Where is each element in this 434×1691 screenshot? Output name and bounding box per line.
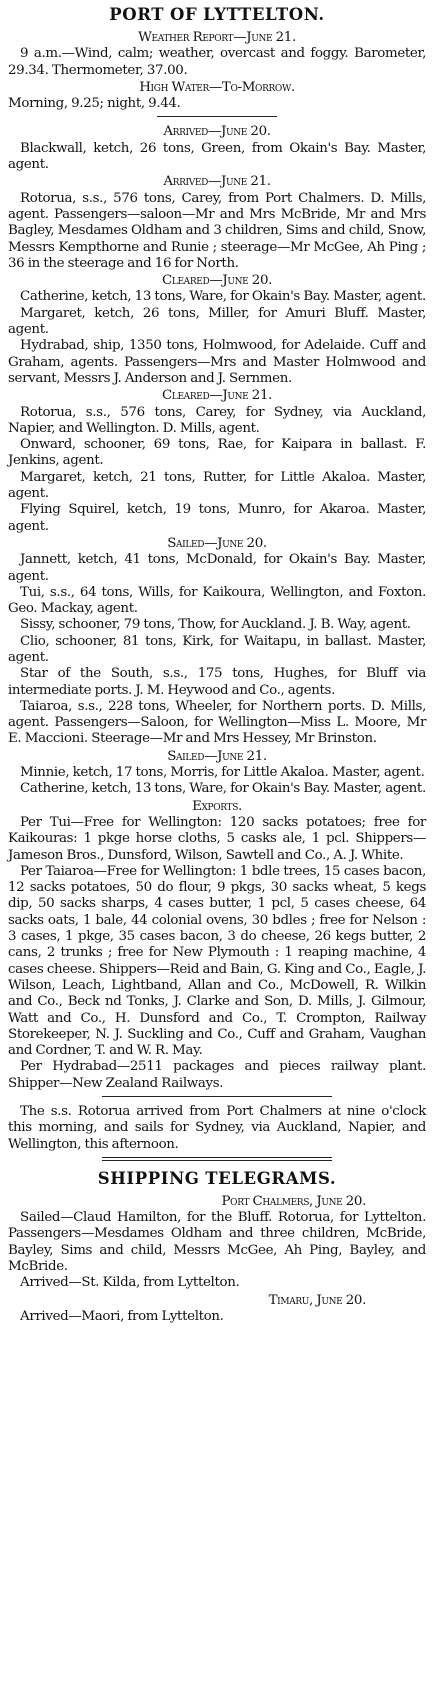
sailed-entry: Clio, schooner, 81 tons, Kirk, for Waitapu, in ballast. Master, agent. [8, 633, 426, 665]
cleared-entry: Margaret, ketch, 26 tons, Miller, for Amuri Bluff. Master, agent. [8, 305, 426, 338]
cleared-entry: Margaret, ketch, 21 tons, Rutter, for Little Akaloa. Master, agent. [8, 469, 426, 502]
sailed-entry: Sissy, schooner, 79 tons, Thow, for Auckland. J. B. Way, agent. [20, 617, 411, 633]
arrived-entry: Blackwall, ketch, 26 tons, Green, from Okain's Bay. Master, agent. [8, 140, 426, 173]
export-entry: Per Tui—Free for Wellington: 120 sacks potatoes; free for Kaikouras: 1 pkge horse cloths, 5 casks ale, 1 pcl. Shippers—Jameson Bros., Dunsford, Wilson, Sawtell and Co., A. J. White. [8, 814, 426, 863]
port-chalmers-heading: Port Chalmers, June 20. [221, 1193, 366, 1209]
exports-heading: Exports. [192, 798, 242, 814]
telegram-entry: Arrived—Maori, from Lyttelton. [20, 1308, 224, 1324]
section-divider [102, 1157, 332, 1161]
telegrams-title: SHIPPING TELEGRAMS. [97, 1168, 337, 1188]
section-divider [157, 116, 277, 117]
arrived-june-21-heading: Arrived—June 21. [163, 174, 271, 190]
page-title: PORT OF LYTTELTON. [109, 5, 325, 24]
section-divider [102, 1096, 332, 1097]
cleared-entry: Onward, schooner, 69 tons, Rae, for Kaipara in ballast. F. Jenkins, agent. [8, 437, 426, 469]
telegram-entry: Sailed—Claud Hamilton, for the Bluff. Rotorua, for Lyttelton. Passengers—Mesdames Oldham and three children, McBride, Bayley, Sims and child, Messrs McGee, Ah Ping, Bayley, and McBride. [8, 1210, 426, 1275]
cleared-june-21-heading: Cleared—June 21. [161, 388, 273, 404]
telegram-entry: Arrived—St. Kilda, from Lyttelton. [20, 1275, 240, 1291]
export-entry: Per Hydrabad—2511 packages and pieces railway plant. Shipper—New Zealand Railways. [8, 1059, 426, 1091]
sailed-entry: Star of the South, s.s., 175 tons, Hughes, for Bluff via intermediate ports. J. M. Heywood and Co., agents. [8, 666, 426, 698]
sailed-june-20-heading: Sailed—June 20. [167, 535, 267, 551]
cleared-entry: Rotorua, s.s., 576 tons, Carey, for Sydney, via Auckland, Napier, and Wellington. D. Mills, agent. [8, 404, 426, 436]
cleared-entry: Catherine, ketch, 13 tons, Ware, for Okain's Bay. Master, agent. [20, 289, 426, 305]
weather-report-text: 9 a.m.—Wind, calm; weather, overcast and foggy. Barometer, 29.34. Thermometer, 37.00. [8, 46, 426, 78]
rotorua-notice: The s.s. Rotorua arrived from Port Chalmers at nine o'clock this morning, and sails for Sydney, via Auckland, Napier, and Wellington, this afternoon. [8, 1104, 426, 1152]
high-water-text: Morning, 9.25; night, 9.44. [8, 96, 181, 112]
cleared-june-20-heading: Cleared—June 20. [161, 273, 273, 289]
sailed-entry: Taiaroa, s.s., 228 tons, Wheeler, for Northern ports. D. Mills, agent. Passengers—Saloon, for Wellington—Miss L. Moore, Mr E. Maccioni. Steerage—Mr and Mrs Hessey, Mr Brinston. [8, 698, 426, 747]
high-water-heading: High Water—To-Morrow. [139, 79, 295, 95]
sailed-entry: Catherine, ketch, 13 tons, Ware, for Okain's Bay. Master, agent. [20, 781, 426, 797]
sailed-entry: Jannett, ketch, 41 tons, McDonald, for Okain's Bay. Master, agent. [8, 552, 426, 584]
sailed-entry: Tui, s.s., 64 tons, Wills, for Kaikoura, Wellington, and Foxton. Geo. Mackay, agent. [8, 584, 426, 617]
arrived-june-20-heading: Arrived—June 20. [163, 124, 271, 140]
cleared-entry: Flying Squirel, ketch, 19 tons, Munro, for Akaroa. Master, agent. [8, 502, 426, 534]
arrived-entry: Rotorua, s.s., 576 tons, Carey, from Port Chalmers. D. Mills, agent. Passengers—saloon—Mr and Mrs McBride, Mr and Mrs Bagley, Mesdames Oldham and 3 children, Sims and child, Snow, Messrs Kempthorne and Runie ; steerage—Mr McGee, Ah Ping ; 36 in the steerage and 16 for North. [8, 190, 426, 271]
cleared-entry: Hydrabad, ship, 1350 tons, Holmwood, for Adelaide. Cuff and Graham, agents. Passengers—Mrs and Master Holmwood and servant, Messrs J. Anderson and J. Sernmen. [8, 338, 426, 386]
timaru-heading: Timaru, June 20. [268, 1292, 366, 1308]
sailed-june-21-heading: Sailed—June 21. [167, 748, 267, 764]
sailed-entry: Minnie, ketch, 17 tons, Morris, for Little Akaloa. Master, agent. [20, 765, 425, 781]
export-entry: Per Taiaroa—Free for Wellington: 1 bdle trees, 15 cases bacon, 12 sacks potatoes, 50 do flour, 9 pkgs, 30 sacks wheat, 5 kegs dip, 50 sacks sharps, 4 cases butter, 1 pcl, 5 cases cheese, 64 sacks oats, 1 bale, 44 colonial ovens, 30 bdles ; free for Nelson : 3 cases, 1 pkge, 35 cases bacon, 3 do cheese, 26 kegs butter, 2 cans, 2 trunks ; free for New Plymouth : 1 reaping machine, 4 cases cheese. Shippers—Reid and Bain, G. King and Co., Eagle, J. Wilson, Leach, Lightband, Allan and Co., McDowell, R. Wilkin and Co., Beck nd Tonks, J. Clarke and Son, D. Mills, J. Gilmour, Watt and Co., H. Dunsford and Co., T. Crompton, Railway Storekeeper, N. J. Suckling and Co., Cuff and Graham, Vaughan and Cordner, T. and W. R. May. [8, 863, 426, 1059]
weather-heading: Weather Report—June 21. [138, 30, 296, 45]
